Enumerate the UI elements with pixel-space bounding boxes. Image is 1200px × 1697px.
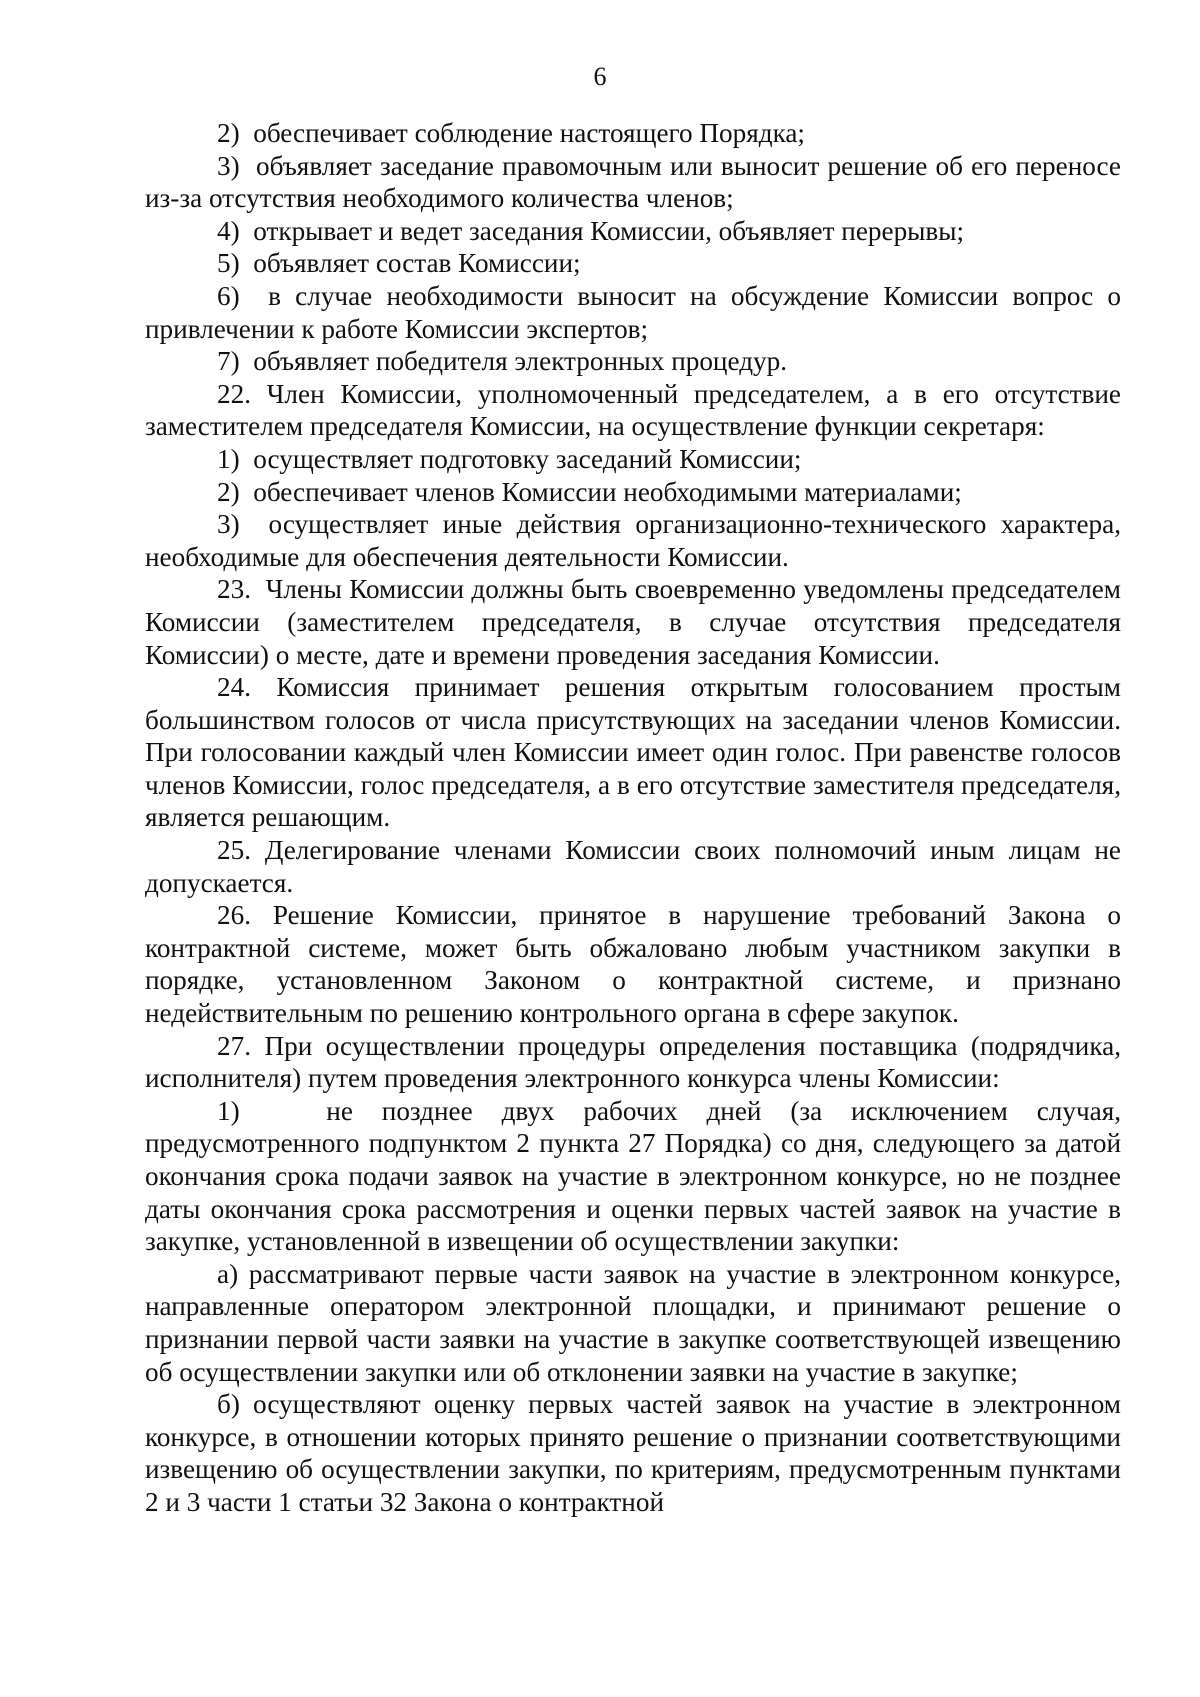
clause-27-item-1: 1) не позднее двух рабочих дней (за исключением случая, предусмотренного подпунктом 2 пункта 27 Порядка) со дня, следующего за датой окончания срока подачи заявок на участие в электронном конкурсе, но не позднее даты окончания срока рассмотрения и оценки первых частей заявок на участие в закупке, установленной в извещении об осуществлении закупки: bbox=[145, 1095, 1121, 1257]
clause-27-item-1-a: а) рассматривают первые части заявок на участие в электронном конкурсе, направленные оператором электронной площадки, и принимают решение о признании первой части заявки на участие в закупке соответствующей извещению об осуществлении закупки или об отклонении заявки на участие в закупке; bbox=[145, 1258, 1121, 1387]
page-number: 6 bbox=[593, 62, 607, 91]
clause-23: 23. Члены Комиссии должны быть своевременно уведомлены председателем Комиссии (заместителем председателя, в случае отсутствия председателя Комиссии) о месте, дате и времени проведения заседания Комиссии. bbox=[145, 574, 1121, 670]
clause-22-item-2: 2) обеспечивает членов Комиссии необходимыми материалами; bbox=[217, 476, 962, 507]
paragraph-3-declares-meeting: 3) объявляет заседание правомочным или выносит решение об его переносе из-за отсутствия необходимого количества членов; bbox=[145, 150, 1121, 214]
paragraph-5-announces-composition: 5) объявляет состав Комиссии; bbox=[217, 248, 581, 279]
clause-22: 22. Член Комиссии, уполномоченный председателем, а в его отсутствие заместителем председателя Комиссии, на осуществление функции секретаря: bbox=[145, 378, 1121, 442]
clause-27: 27. При осуществлении процедуры определения поставщика (подрядчика, исполнителя) путем проведения электронного конкурса члены Комиссии: bbox=[145, 1030, 1121, 1094]
clause-27-item-1-b: б) осуществляют оценку первых частей заявок на участие в электронном конкурсе, в отношении которых принято решение о признании соответствующими извещению об осуществлении закупки, по критериям, предусмотренным пунктами 2 и 3 части 1 статьи 32 Закона о контрактной bbox=[145, 1389, 1121, 1517]
paragraph-6-experts: 6) в случае необходимости выносит на обсуждение Комиссии вопрос о привлечении к работе Комиссии экспертов; bbox=[145, 280, 1121, 344]
paragraph-7-winner: 7) объявляет победителя электронных процедур. bbox=[217, 346, 788, 377]
paragraph-4-opens-meetings: 4) открывает и ведет заседания Комиссии, объявляет перерывы; bbox=[217, 215, 965, 246]
clause-26: 26. Решение Комиссии, принятое в нарушение требований Закона о контрактной системе, может быть обжаловано любым участником закупки в порядке, установленном Законом о контрактной системе, и признано недействительным по решению контрольного органа в сфере закупок. bbox=[145, 900, 1121, 1029]
paragraph-2-ensures: 2) обеспечивает соблюдение настоящего Порядка; bbox=[217, 118, 805, 148]
clause-22-item-3: 3) осуществляет иные действия организационно-технического характера, необходимые для обеспечения деятельности Комиссии. bbox=[145, 509, 1121, 572]
clause-25: 25. Делегирование членами Комиссии своих полномочий иным лицам не допускается. bbox=[145, 835, 1121, 898]
document-body bbox=[145, 117, 1121, 1519]
clause-22-item-1: 1) осуществляет подготовку заседаний Комиссии; bbox=[217, 443, 802, 474]
clause-24: 24. Комиссия принимает решения открытым голосованием простым большинством голосов от числа присутствующих на заседании членов Комиссии. При голосовании каждый член Комиссии имеет один голос. При равенстве голосов членов Комиссии, голос председателя, а в его отсутствие заместителя председателя, является решающим. bbox=[145, 672, 1121, 833]
